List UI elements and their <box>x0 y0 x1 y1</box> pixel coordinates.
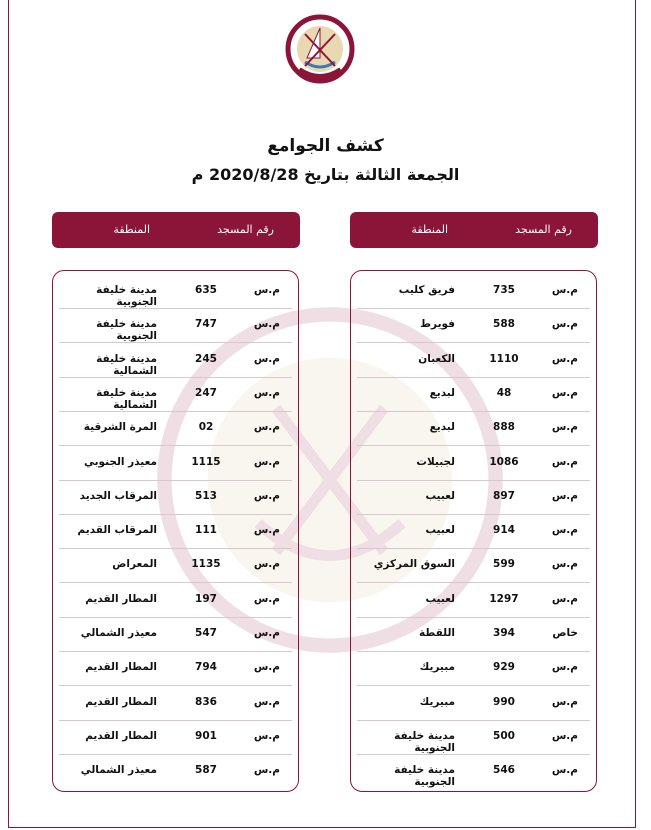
mosque-prefix: م.س <box>253 558 280 571</box>
mosque-area: معيذر الجنوبي <box>83 455 157 468</box>
table-row <box>53 555 298 575</box>
mosque-area: لجبيلات <box>416 455 455 468</box>
table-row <box>351 761 596 789</box>
row-divider <box>357 685 590 686</box>
row-divider <box>357 514 590 515</box>
mosque-number: 546 <box>493 764 515 777</box>
table-row <box>53 453 298 473</box>
header-mosque-number: رقم المسجد <box>515 223 572 236</box>
mosque-area: مدينة خليفة الجنوبية <box>96 318 157 343</box>
mosque-prefix: م.س <box>253 592 280 605</box>
mosque-prefix: م.س <box>253 764 280 777</box>
table-row <box>351 521 596 541</box>
mosque-prefix: خاص <box>552 627 578 639</box>
mosque-number: 599 <box>493 558 515 571</box>
mosque-prefix: م.س <box>253 524 280 537</box>
state-emblem-logo <box>285 14 355 84</box>
mosque-number: 197 <box>195 592 217 605</box>
row-divider <box>59 582 292 583</box>
page-title: كشف الجوامع <box>267 136 384 156</box>
row-divider <box>59 720 292 721</box>
mosque-area: المرة الشرقية <box>83 421 157 434</box>
mosque-area: فريق كليب <box>398 284 455 296</box>
row-divider <box>59 377 292 378</box>
row-divider <box>59 548 292 549</box>
mosque-area: لعبيب <box>425 489 455 502</box>
mosque-area: فويرط <box>420 318 455 331</box>
table-row <box>351 555 596 575</box>
mosque-area: لبديع <box>429 386 455 399</box>
row-divider <box>59 308 292 309</box>
mosque-number: 635 <box>195 284 217 296</box>
mosque-prefix: م.س <box>551 661 578 674</box>
header-area: المنطقة <box>113 223 150 236</box>
mosque-area: المعراض <box>112 558 157 571</box>
mosque-prefix: م.س <box>551 524 578 537</box>
header-mosque-number: رقم المسجد <box>217 223 274 236</box>
table-row <box>53 384 298 411</box>
mosque-number: 897 <box>493 489 515 502</box>
table-row <box>53 727 298 747</box>
mosque-number: 247 <box>195 386 217 399</box>
mosque-area: مبيريك <box>419 661 455 674</box>
table-row <box>53 487 298 507</box>
table-row <box>351 350 596 370</box>
table-row <box>53 418 298 438</box>
row-divider <box>59 411 292 412</box>
row-divider <box>59 342 292 343</box>
row-divider <box>357 582 590 583</box>
mosque-number: 888 <box>493 421 515 434</box>
mosque-number: 929 <box>493 661 515 674</box>
mosque-number: 901 <box>195 729 217 742</box>
mosque-number: 587 <box>195 764 217 777</box>
mosque-number: 513 <box>195 489 217 502</box>
mosque-prefix: م.س <box>253 352 280 365</box>
mosque-number: 1110 <box>489 352 519 365</box>
row-divider <box>357 308 590 309</box>
mosque-prefix: م.س <box>253 489 280 502</box>
row-divider <box>357 651 590 652</box>
row-divider <box>357 754 590 755</box>
row-divider <box>357 548 590 549</box>
mosque-prefix: م.س <box>551 558 578 571</box>
mosque-prefix: م.س <box>253 386 280 399</box>
table-row <box>351 727 596 754</box>
mosque-area: اللقطة <box>419 627 455 639</box>
row-divider <box>357 617 590 618</box>
table-row <box>53 590 298 610</box>
mosque-area: مدينة خليفة الجنوبية <box>394 729 455 754</box>
mosque-number: 245 <box>195 352 217 365</box>
mosque-area: المطار القديم <box>85 729 157 742</box>
mosque-prefix: م.س <box>253 455 280 468</box>
table-row <box>351 384 596 404</box>
mosque-prefix: م.س <box>551 455 578 468</box>
mosque-number: 48 <box>496 386 512 399</box>
table-row <box>53 315 298 343</box>
row-divider <box>59 685 292 686</box>
mosque-prefix: م.س <box>253 627 280 639</box>
table-row <box>53 658 298 678</box>
mosque-area: لعبيب <box>425 592 455 605</box>
table-row <box>351 281 596 301</box>
mosque-area: مدينة خليفة الشمالية <box>96 386 157 411</box>
mosque-prefix: م.س <box>253 284 280 296</box>
mosque-number: 1086 <box>489 455 519 468</box>
mosque-area: المطار القديم <box>85 661 157 674</box>
mosque-prefix: م.س <box>551 386 578 399</box>
table-row <box>351 658 596 678</box>
mosque-number: 588 <box>493 318 515 331</box>
mosque-area: المطار القديم <box>85 592 157 605</box>
mosque-area: مدينة خليفة الجنوبية <box>394 764 455 789</box>
mosque-number: 794 <box>195 661 217 674</box>
row-divider <box>59 480 292 481</box>
left-mosque-table <box>52 270 299 792</box>
mosque-number: 836 <box>195 695 217 708</box>
mosque-number: 1115 <box>191 455 221 468</box>
mosque-number: 747 <box>195 318 217 331</box>
mosque-area: المطار القديم <box>85 695 157 708</box>
table-row <box>53 350 298 377</box>
mosque-number: 111 <box>195 524 217 537</box>
mosque-prefix: م.س <box>253 421 280 434</box>
table-row <box>53 624 298 644</box>
header-area: المنطقة <box>411 223 448 236</box>
mosque-prefix: م.س <box>551 489 578 502</box>
table-row <box>351 624 596 644</box>
row-divider <box>357 720 590 721</box>
right-table-header <box>350 212 598 248</box>
row-divider <box>357 411 590 412</box>
mosque-prefix: م.س <box>551 318 578 331</box>
mosque-number: 914 <box>493 524 515 537</box>
table-row <box>53 761 298 781</box>
table-row <box>351 487 596 507</box>
mosque-prefix: م.س <box>253 695 280 708</box>
mosque-area: لعبيب <box>425 524 455 537</box>
mosque-area: المرقاب الجديد <box>79 489 157 502</box>
mosque-area: مدينة خليفة الجنوبية <box>96 284 157 308</box>
row-divider <box>357 480 590 481</box>
row-divider <box>59 514 292 515</box>
row-divider <box>59 651 292 652</box>
table-row <box>351 453 596 473</box>
mosque-prefix: م.س <box>253 318 280 331</box>
left-table-header <box>52 212 300 248</box>
mosque-prefix: م.س <box>253 661 280 674</box>
mosque-prefix: م.س <box>551 729 578 742</box>
mosque-area: المرقاب القديم <box>77 524 157 537</box>
table-row <box>53 693 298 713</box>
mosque-area: مدينة خليفة الشمالية <box>96 352 157 377</box>
mosque-area: الكعبان <box>418 352 455 365</box>
mosque-number: 1135 <box>191 558 221 571</box>
table-row <box>351 315 596 335</box>
mosque-prefix: م.س <box>551 764 578 777</box>
mosque-prefix: م.س <box>551 284 578 296</box>
mosque-area: مبيريك <box>419 695 455 708</box>
table-row <box>351 590 596 610</box>
table-row <box>351 693 596 713</box>
mosque-prefix: م.س <box>551 352 578 365</box>
mosque-prefix: م.س <box>551 421 578 434</box>
mosque-number: 1297 <box>489 592 519 605</box>
mosque-number: 394 <box>493 627 515 639</box>
table-row <box>351 418 596 438</box>
row-divider <box>357 342 590 343</box>
mosque-number: 02 <box>198 421 214 434</box>
right-mosque-table <box>350 270 597 792</box>
mosque-area: السوق المركزي <box>373 558 455 571</box>
mosque-number: 547 <box>195 627 217 639</box>
mosque-number: 990 <box>493 695 515 708</box>
table-row <box>53 521 298 541</box>
mosque-area: معيذر الشمالي <box>80 627 157 639</box>
mosque-number: 735 <box>493 284 515 296</box>
table-row <box>53 281 298 308</box>
row-divider <box>357 377 590 378</box>
mosque-area: معيذر الشمالي <box>80 764 157 777</box>
mosque-number: 500 <box>493 729 515 742</box>
page-subtitle: الجمعة الثالثة بتاريخ 2020/8/28 م <box>191 165 460 184</box>
row-divider <box>59 754 292 755</box>
row-divider <box>59 617 292 618</box>
mosque-prefix: م.س <box>551 592 578 605</box>
mosque-area: لبديع <box>429 421 455 434</box>
mosque-prefix: م.س <box>551 695 578 708</box>
mosque-prefix: م.س <box>253 729 280 742</box>
row-divider <box>59 445 292 446</box>
row-divider <box>357 445 590 446</box>
